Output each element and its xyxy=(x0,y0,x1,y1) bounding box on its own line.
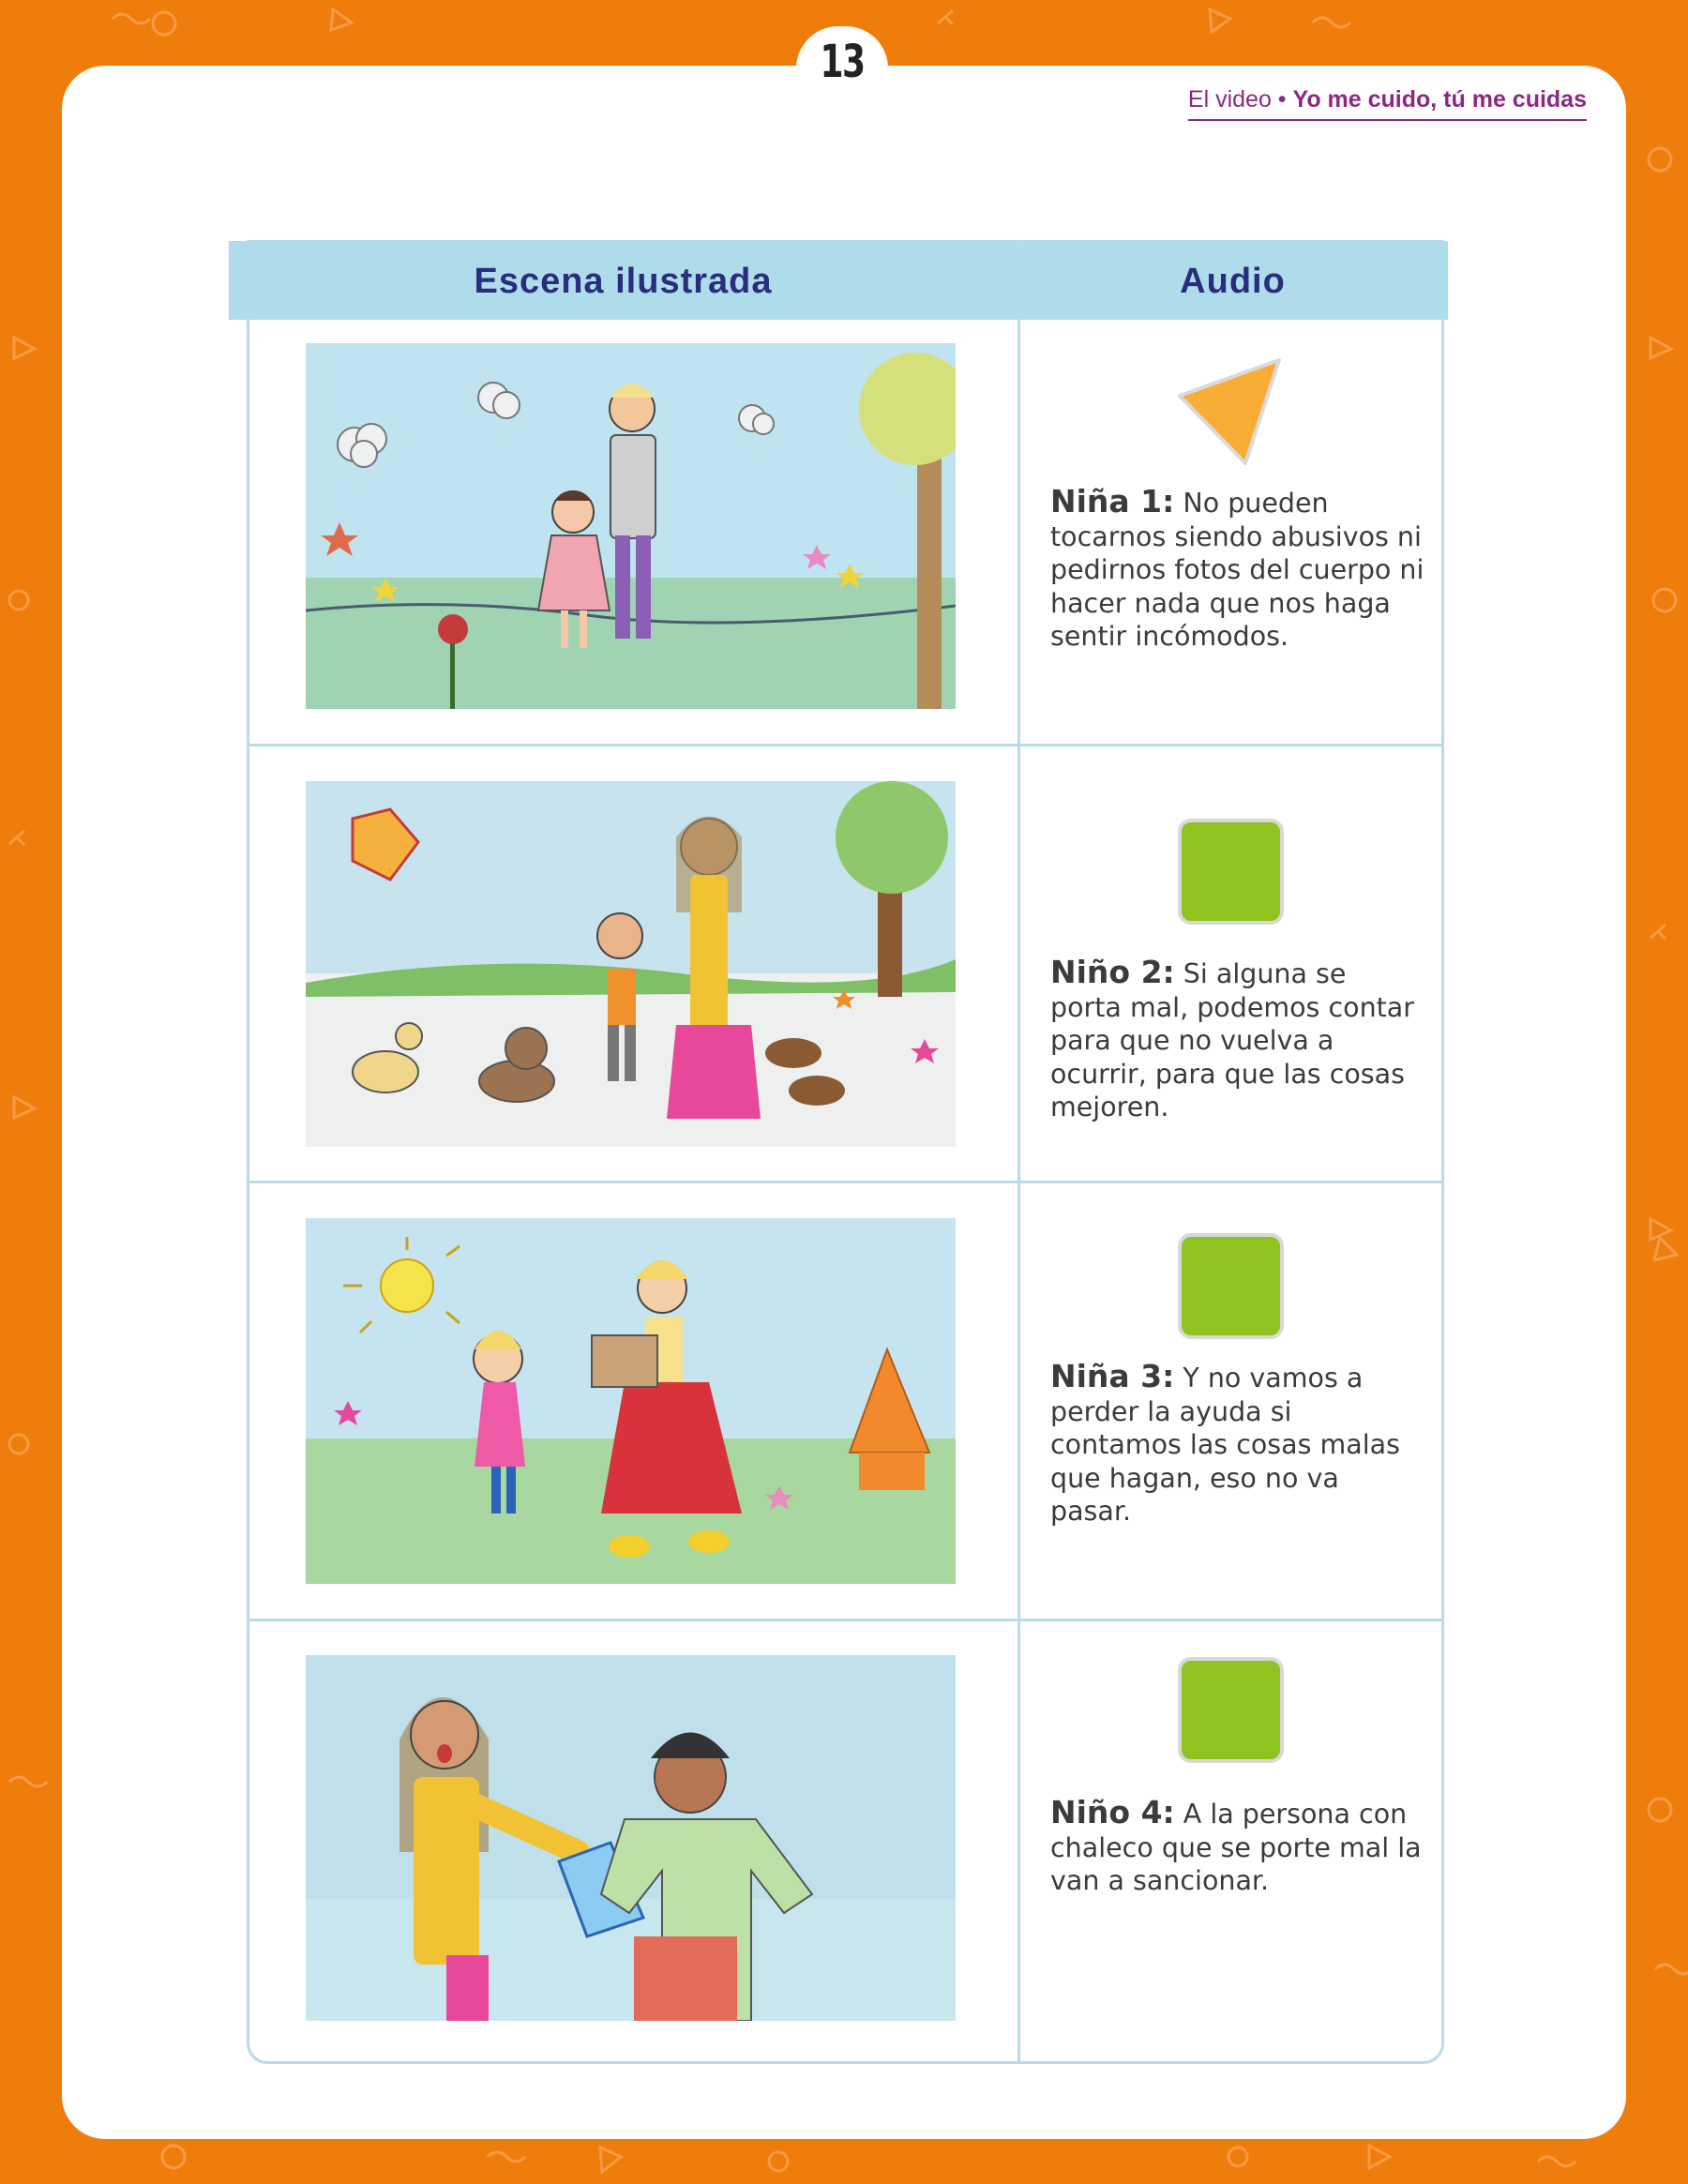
audio-line-4 xyxy=(1050,1796,1425,1898)
scene-illustration-3 xyxy=(306,1218,956,1584)
scene-illustration-1 xyxy=(306,343,956,709)
audio-transcript: No pueden tocarnos siendo abusivos ni pedirnos fotos del cuerpo ni hacer nada que nos haga sentir incómodos. xyxy=(1050,488,1424,652)
square-icon xyxy=(1177,818,1285,926)
audio-transcript: A la persona con chaleco que se porte mal la van a sancionar. xyxy=(1050,1799,1422,1896)
speaker-label: Niña 1: xyxy=(1050,483,1175,520)
table-header-band xyxy=(229,241,1448,320)
square-icon xyxy=(1177,1656,1285,1764)
square-icon xyxy=(1177,1232,1285,1340)
audio-line-2 xyxy=(1050,956,1425,1124)
scene-illustration-4 xyxy=(306,1655,956,2021)
header-title: Yo me cuido, tú me cuidas xyxy=(1292,86,1587,113)
triangle-icon xyxy=(1174,354,1287,467)
scene-illustration-2 xyxy=(306,781,956,1147)
column-header-audio: Audio xyxy=(1180,262,1286,301)
column-header-scene: Escena ilustrada xyxy=(474,262,773,301)
row-divider xyxy=(247,1181,1444,1183)
speaker-label: Niño 4: xyxy=(1050,1794,1175,1830)
row-divider xyxy=(247,1619,1444,1621)
audio-transcript: Si alguna se porta mal, podemos contar para que no vuelva a ocurrir, para que las cosas mejoren. xyxy=(1050,958,1414,1122)
running-header xyxy=(1188,86,1587,121)
column-divider xyxy=(1017,240,1020,2064)
row-divider xyxy=(247,744,1444,746)
header-prefix: El video • xyxy=(1187,86,1293,113)
speaker-label: Niña 3: xyxy=(1050,1358,1175,1394)
audio-transcript: Y no vamos a perder la ayuda si contamos las cosas malas que hagan, eso no va pasar. xyxy=(1050,1363,1400,1527)
page-number: 13 xyxy=(820,36,865,88)
audio-line-3 xyxy=(1050,1360,1425,1529)
speaker-label: Niño 2: xyxy=(1050,954,1175,990)
audio-line-1 xyxy=(1050,485,1425,654)
